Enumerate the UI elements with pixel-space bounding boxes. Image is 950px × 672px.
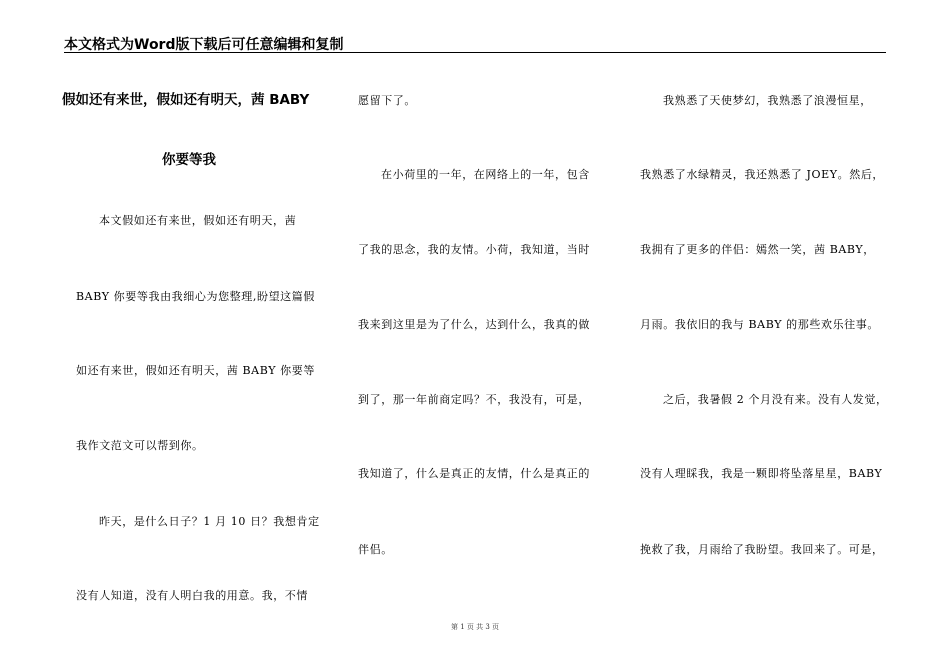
paragraph-line: 我熟悉了水绿精灵，我还熟悉了 JOEY。然后，	[640, 168, 885, 181]
paragraph-line: 没有人理睬我，我是一颗即将坠落星星，BABY	[640, 467, 883, 480]
paragraph-line: 我熟悉了天使梦幻，我熟悉了浪漫恒星，	[663, 94, 872, 107]
paragraph-line: 我知道了，什么是真正的友情，什么是真正的	[358, 467, 590, 480]
paragraph-line: 愿留下了。	[358, 94, 416, 107]
paragraph-line: 之后，我暑假 2 个月没有来。没有人发觉，	[663, 393, 888, 406]
document-header: 本文格式为Word版下载后可任意编辑和复制	[64, 37, 344, 53]
page-number: 第 1 页 共 3 页	[450, 623, 500, 631]
paragraph-line: BABY 你要等我由我细心为您整理,盼望这篇假	[76, 290, 315, 303]
paragraph-line: 我来到这里是为了什么，达到什么，我真的做	[358, 318, 590, 331]
paragraph-line: 了我的思念，我的友情。小荷，我知道，当时	[358, 243, 590, 256]
paragraph-line: 我拥有了更多的伴侣：嫣然一笑，茜 BABY，	[640, 243, 875, 256]
paragraph-line: 没有人知道，没有人明白我的用意。我，不情	[76, 589, 308, 602]
paragraph-line: 月雨。我依旧的我与 BABY 的那些欢乐往事。	[640, 318, 879, 331]
paragraph-line: 到了，那一年前商定吗？不，我没有，可是，	[358, 393, 590, 406]
paragraph-line: 我作文范文可以帮到你。	[76, 439, 204, 452]
paragraph-line: 本文假如还有来世，假如还有明天，茜	[99, 214, 297, 227]
paragraph-line: 昨天，是什么日子？1 月 10 日？我想肯定	[99, 515, 320, 528]
paragraph-line: 如还有来世，假如还有明天，茜 BABY 你要等	[76, 364, 315, 377]
article-title-line-2: 你要等我	[162, 152, 216, 168]
paragraph-line: 挽救了我，月雨给了我盼望。我回来了。可是，	[640, 543, 884, 556]
article-title-line-1: 假如还有来世，假如还有明天，茜 BABY	[62, 92, 310, 108]
header-divider	[64, 52, 886, 53]
paragraph-line: 在小荷里的一年，在网络上的一年，包含	[381, 168, 590, 181]
paragraph-line: 伴侣。	[358, 543, 393, 556]
